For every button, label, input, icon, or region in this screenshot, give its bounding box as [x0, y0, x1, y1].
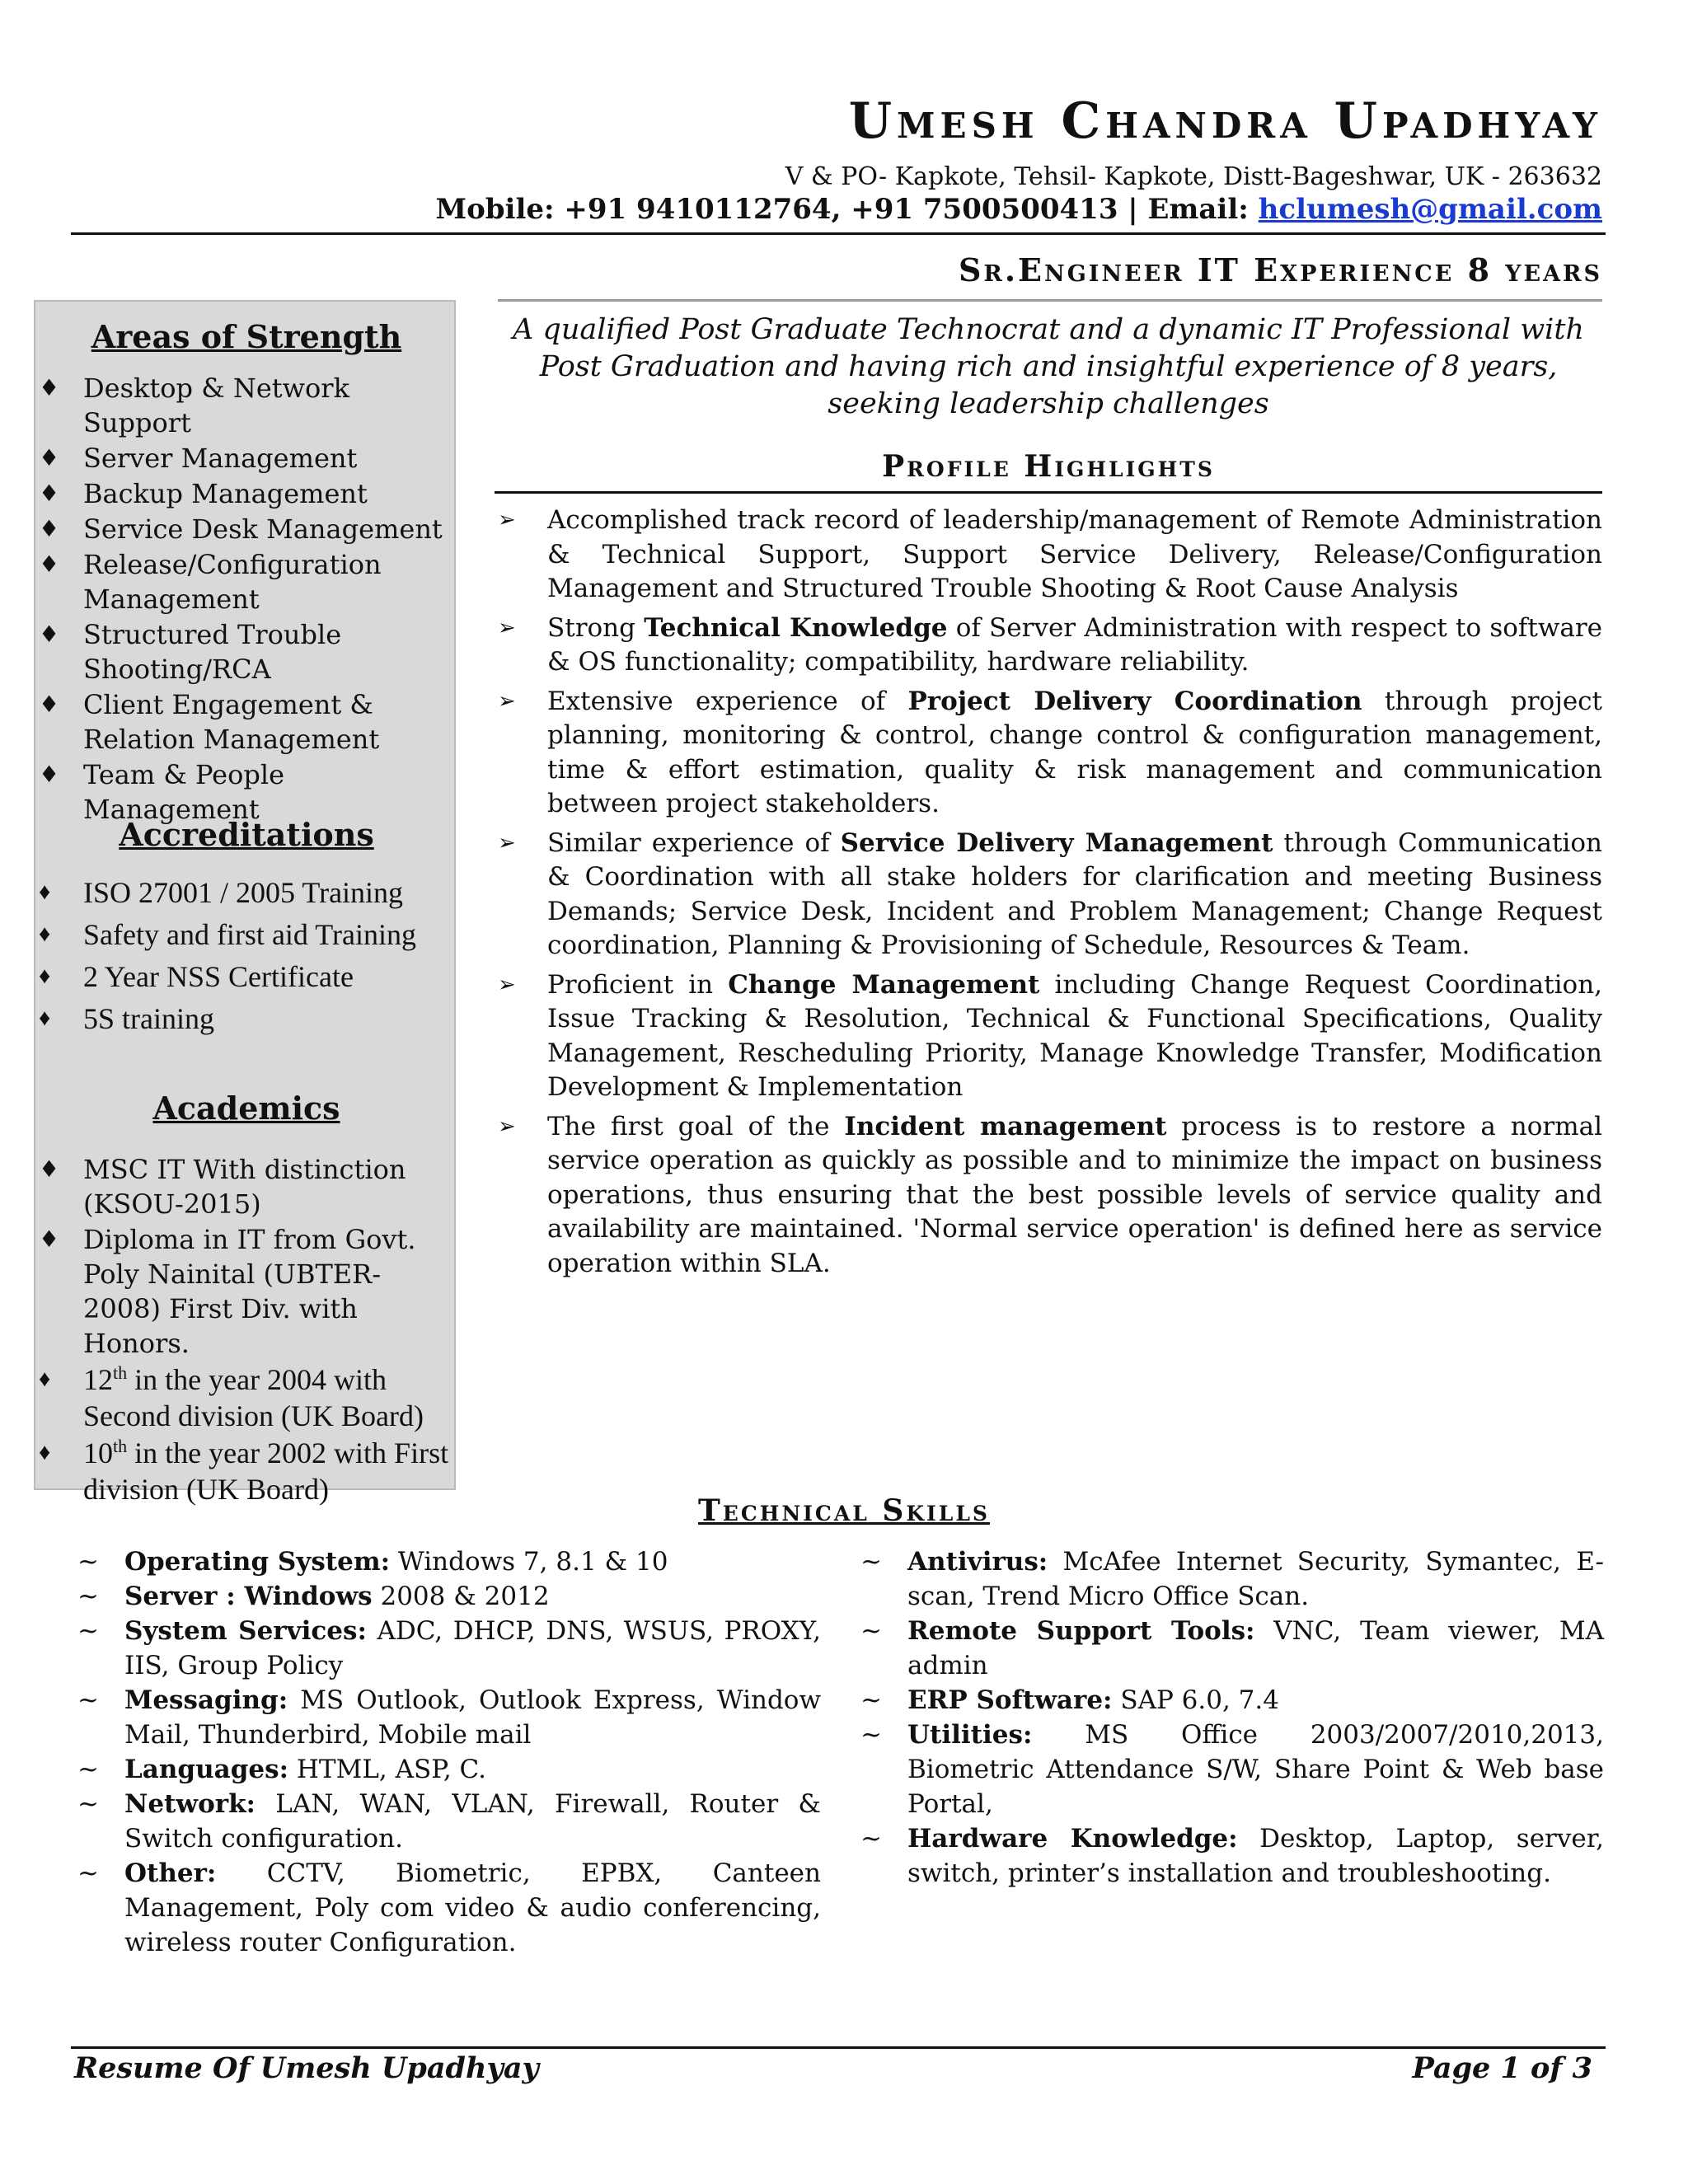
diamond-bullet-icon: ♦: [39, 1440, 51, 1465]
list-item: ♦ 10th in the year 2002 with First division (UK Board): [39, 1436, 449, 1506]
list-item: ~ Operating System: Windows 7, 8.1 & 10: [74, 1544, 821, 1579]
list-item: ~ Network: LAN, WAN, VLAN, Firewall, Router & Switch configuration.: [74, 1787, 821, 1856]
diamond-bullet-icon: ♦: [39, 1005, 51, 1031]
list-item: ~ Languages: HTML, ASP, C.: [74, 1752, 821, 1787]
tilde-bullet-icon: ~: [77, 1755, 99, 1784]
list-item: ~ Hardware Knowledge: Desktop, Laptop, server, switch, printer’s installation and troubleshooting.: [857, 1821, 1604, 1891]
arrow-bullet-icon: ➢: [498, 688, 516, 714]
arrow-bullet-icon: ➢: [498, 508, 516, 532]
academics-heading: Academics: [152, 1090, 340, 1127]
diamond-bullet-icon: ♦: [39, 1366, 51, 1392]
role-heading: Sr.Engineer IT Experience 8 years: [958, 251, 1602, 288]
email-link[interactable]: hclumesh@gmail.com: [1258, 193, 1602, 226]
list-item: ~ Antivirus: McAfee Internet Security, Symantec, E-scan, Trend Micro Office Scan.: [857, 1544, 1604, 1614]
footer-title: Resume Of Umesh Upadhyay: [74, 2051, 539, 2085]
profile-highlights-list: [495, 504, 1602, 1286]
list-item: ➢ Proficient in Change Management including Change Request Coordination, Issue Tracking & Resolution, Technical & Functional Specifications, Quality Management, Rescheduling Priority, Manage Knowledge Transfer, Modification Development & Implementation: [498, 969, 1603, 1102]
diamond-bullet-icon: ♦: [39, 761, 60, 788]
list-item: ➢ Extensive experience of Project Delivery Coordination through project planning, monitoring & control, change control & configuration management, time & effort estimation, quality & risk management and communication between project stakeholders.: [498, 686, 1602, 818]
contact-phones: Mobile: +91 9410112764, +91 7500500413 | Email:: [435, 193, 1259, 226]
list-item: ~ Other: CCTV, Biometric, EPBX, Canteen Management, Poly com video & audio conferencing, wireless router Configuration.: [74, 1856, 821, 1960]
list-item: ♦ MSC IT With distinction (KSOU-2015): [39, 1154, 406, 1220]
address: V & PO- Kapkote, Tehsil- Kapkote, Distt-Bageshwar, UK - 263632: [785, 162, 1602, 191]
list-item: ♦ 12th in the year 2004 with Second division (UK Board): [39, 1362, 424, 1432]
tilde-bullet-icon: ~: [860, 1616, 882, 1646]
list-item: ♦ ISO 27001 / 2005 Training: [35, 872, 457, 913]
tilde-bullet-icon: ~: [77, 1616, 99, 1646]
tilde-bullet-icon: ~: [860, 1685, 882, 1715]
tilde-bullet-icon: ~: [860, 1720, 882, 1750]
diamond-bullet-icon: ♦: [39, 374, 60, 401]
diamond-bullet-icon: ♦: [39, 921, 51, 947]
list-item: ♦ Service Desk Management: [39, 513, 443, 545]
tilde-bullet-icon: ~: [77, 1582, 99, 1611]
tilde-bullet-icon: ~: [77, 1685, 99, 1715]
profile-highlights-heading: Profile Highlights: [882, 449, 1215, 484]
tilde-bullet-icon: ~: [77, 1789, 99, 1819]
list-item: ~ Utilities: MS Office 2003/2007/2010,2013, Biometric Attendance S/W, Share Point & Web base Portal,: [857, 1718, 1604, 1821]
list-item: ~ System Services: ADC, DHCP, DNS, WSUS, PROXY, IIS, Group Policy: [74, 1614, 821, 1683]
list-item: ➢ Similar experience of Service Delivery Management through Communication & Coordination with all stake holders for clarification and meeting Business Demands; Service Desk, Incident and Problem Management; Change Request coordination, Planning & Provisioning of Schedule, Resources & Team.: [498, 827, 1602, 960]
technical-skills-heading: Technical Skills: [698, 1493, 990, 1528]
arrow-bullet-icon: ➢: [498, 615, 516, 640]
list-item: ~ ERP Software: SAP 6.0, 7.4: [857, 1683, 1604, 1718]
diamond-bullet-icon: ♦: [39, 879, 51, 905]
list-item: ♦ Backup Management: [39, 478, 368, 509]
list-item: ♦ Desktop & Network Support: [39, 373, 349, 438]
skills-right-list: [857, 1544, 1604, 1891]
diamond-bullet-icon: ♦: [39, 515, 60, 542]
role-divider: [498, 299, 1602, 302]
header-divider: [71, 232, 1606, 235]
list-item: ~ Server : Windows 2008 & 2012: [74, 1579, 821, 1614]
diamond-bullet-icon: ♦: [39, 1155, 60, 1183]
list-item: ~ Messaging: MS Outlook, Outlook Express, Window Mail, Thunderbird, Mobile mail: [74, 1683, 821, 1752]
candidate-name: Umesh Chandra Upadhyay: [848, 92, 1602, 150]
arrow-bullet-icon: ➢: [498, 1113, 516, 1139]
contact-line: [435, 193, 1602, 226]
career-summary: A qualified Post Graduate Technocrat and a dynamic IT Professional with Post Graduation and having rich and insightful experience of 8 years, seeking leadership challenges: [513, 313, 1584, 420]
list-item: ♦ Safety and first aid Training: [35, 914, 457, 955]
list-item: ♦ Client Engagement & Relation Management: [39, 689, 380, 755]
tilde-bullet-icon: ~: [860, 1824, 882, 1854]
list-item: ♦ Release/Configuration Management: [39, 549, 382, 615]
list-item: ➢ Strong Technical Knowledge of Server Administration with respect to software & OS functionality; compatibility, hardware reliability.: [498, 612, 1603, 677]
academics-list: [35, 1152, 457, 1508]
list-item: ♦ Structured Trouble Shooting/RCA: [39, 619, 342, 685]
strength-heading: Areas of Strength: [91, 318, 402, 355]
diamond-bullet-icon: ♦: [39, 480, 60, 507]
diamond-bullet-icon: ♦: [39, 691, 60, 718]
arrow-bullet-icon: ➢: [498, 972, 516, 997]
accreditations-heading: Accreditations: [119, 816, 374, 853]
sidebar: [34, 300, 456, 1506]
arrow-bullet-icon: ➢: [498, 830, 516, 855]
page-number: Page 1 of 3: [1412, 2051, 1592, 2085]
diamond-bullet-icon: ♦: [39, 551, 60, 578]
diamond-bullet-icon: ♦: [39, 1226, 60, 1253]
diamond-bullet-icon: ♦: [39, 963, 51, 989]
accreditations-list: [35, 872, 457, 1040]
list-item: ♦ Server Management: [39, 443, 358, 474]
strength-list: [35, 371, 457, 827]
list-item: ♦ Team & People Management: [39, 759, 284, 825]
tilde-bullet-icon: ~: [77, 1858, 99, 1888]
profile-divider: [495, 491, 1602, 494]
list-item: ♦ 2 Year NSS Certificate: [35, 956, 457, 997]
list-item: ~ Remote Support Tools: VNC, Team viewer, MA admin: [857, 1614, 1604, 1683]
list-item: ♦ Diploma in IT from Govt. Poly Nainital (UBTER- 2008) First Div. with Honors.: [39, 1224, 416, 1359]
tilde-bullet-icon: ~: [860, 1547, 882, 1577]
list-item: ➢ Accomplished track record of leadership/management of Remote Administration & Technical Support, Support Service Delivery, Release/Configuration Management and Structured Trouble Shooting & Root Cause Analysis: [498, 505, 1602, 603]
tilde-bullet-icon: ~: [77, 1547, 99, 1577]
diamond-bullet-icon: ♦: [39, 621, 60, 648]
diamond-bullet-icon: ♦: [39, 444, 60, 471]
list-item: ➢ The first goal of the Incident management process is to restore a normal service operation as quickly as possible and to minimize the impact on business operations, thus ensuring that the best possible levels of service quality and availability are maintained. 'Normal service operation' is defined here as service operation within SLA.: [498, 1111, 1602, 1278]
list-item: ♦ 5S training: [35, 998, 457, 1039]
skills-left-list: [74, 1544, 821, 1960]
footer-divider: [71, 2046, 1606, 2049]
